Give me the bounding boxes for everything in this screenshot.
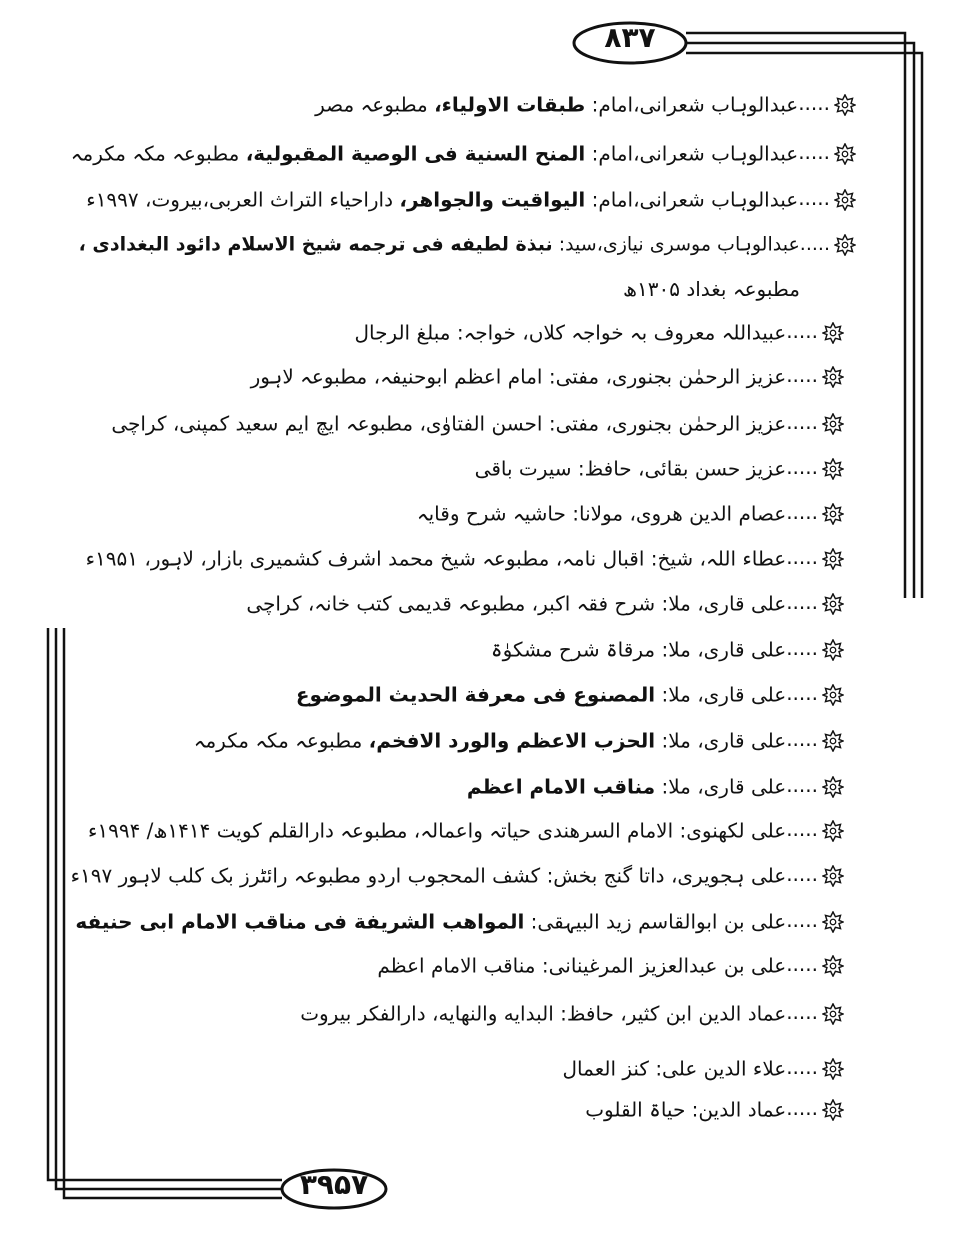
- list-item: .....عبدالوہاب موسری نیازی،سید: نبذة لطیفه فی ترجمه شیخ الاسلام دائود البغدادی ،: [79, 229, 856, 259]
- flower-icon: [822, 1003, 844, 1025]
- list-item: .....عماد الدین ابن کثیر، حافظ: البدایه والنهایه، دارالفکر بیروت: [300, 997, 844, 1027]
- flower-icon: [822, 820, 844, 842]
- book-title: حاشیہ شرح وقایہ: [416, 501, 566, 526]
- flower-icon: [834, 143, 856, 165]
- list-item: .....عبیداللہ معروف بہ خواجہ کلاں، خواجہ: مبلغ الرجال: [354, 316, 844, 346]
- publisher: مطبوعہ مصر: [315, 92, 428, 117]
- list-item: .....عزیز الرحمٰن بجنوری، مفتی: امام اعظم ابوحنیفہ، مطبوعہ لاہور: [251, 360, 844, 390]
- author: عبدالوہاب شعرانی،امام:: [591, 141, 799, 166]
- flower-icon: [822, 730, 844, 752]
- list-item: .....علی لکھنوی: الامام السرھندی حیاتہ واعمالہ، مطبوعہ دارالقلم کویت ۱۴۱۴ھ/ ۱۹۹۴ء: [88, 814, 844, 844]
- list-item: .....علی قاری، ملا: شرح فقہ اکبر، مطبوعہ قدیمی کتب خانہ، کراچی: [246, 587, 844, 617]
- author: علی ہجویری، داتا گنج بخش:: [546, 863, 787, 888]
- book-title: مرقاۃ شرح مشکوٰۃ: [490, 637, 656, 662]
- flower-icon: [822, 911, 844, 933]
- flower-icon: [822, 639, 844, 661]
- list-item: .....علی قاری، ملا: الحزب الاعظم والورد الافخم، مطبوعہ مکہ مکرمہ: [194, 724, 844, 754]
- author: عبدالوہاب شعرانی،امام:: [591, 187, 799, 212]
- flower-icon: [822, 684, 844, 706]
- list-item: .....عماد الدین: حیاۃ القلوب: [585, 1093, 844, 1123]
- book-title: مناقب الامام اعظم: [377, 953, 536, 978]
- publisher: داراحیاء التراث العربی،بیروت، ۱۹۹۷ء: [86, 187, 394, 212]
- author: علی قاری، ملا:: [661, 728, 787, 753]
- publisher: مطبوعہ دارالقلم کویت ۱۴۱۴ھ/ ۱۹۹۴ء: [87, 818, 408, 843]
- entry-continuation: مطبوعہ بغداد ۱۳۰۵ھ: [623, 277, 800, 301]
- author: علی بن عبدالعزیز المرغینانی:: [541, 953, 787, 978]
- list-item: .....علی قاری، ملا: مرقاۃ شرح مشکوٰۃ: [491, 633, 844, 663]
- author: علاء الدین علی:: [655, 1056, 787, 1081]
- book-title: الحزب الاعظم والورد الافخم،: [368, 728, 656, 753]
- book-title: طبقات الاولیاء،: [434, 92, 586, 117]
- author: عبدالوہاب شعرانی،امام:: [591, 92, 799, 117]
- author: عزیز الرحمٰن بجنوری، مفتی:: [548, 411, 787, 436]
- book-title: الامام السرھندی حیاتہ واعمالہ،: [413, 818, 674, 843]
- author: علی قاری، ملا:: [661, 591, 787, 616]
- publisher: مطبوعہ رائٹرز بک کلب لاہور ۱۹۷ء: [70, 863, 362, 888]
- flower-icon: [822, 865, 844, 887]
- author: علی لکھنوی:: [679, 818, 787, 843]
- list-item: .....عبدالوہاب شعرانی،امام: طبقات الاولیاء، مطبوعہ مصر: [315, 88, 856, 118]
- book-title: حیاۃ القلوب: [585, 1097, 686, 1122]
- publisher: مطبوعہ شیخ محمد اشرف کشمیری بازار، لاہور، ۱۹۵۱ء: [85, 546, 550, 571]
- publisher: دارالفکر بیروت: [300, 1001, 426, 1026]
- list-item: .....علی ہجویری، داتا گنج بخش: کشف المحجوب اردو مطبوعہ رائٹرز بک کلب لاہور ۱۹۷ء: [71, 859, 844, 889]
- list-item: .....عطاء اللہ، شیخ: اقبال نامہ، مطبوعہ شیخ محمد اشرف کشمیری بازار، لاہور، ۱۹۵۱ء: [86, 542, 844, 572]
- book-title: الیواقیت والجواھر،: [399, 187, 586, 212]
- page-number-top: ۸۳۷: [604, 21, 656, 54]
- book-title: کنز العمال: [562, 1056, 649, 1081]
- page-number-bottom: ۳۹۵۷: [299, 1168, 369, 1201]
- author: علی قاری، ملا:: [661, 637, 787, 662]
- book-title: کشف المحجوب اردو: [367, 863, 541, 888]
- flower-icon: [822, 776, 844, 798]
- list-item: .....علاء الدین علی: کنز العمال: [563, 1052, 844, 1082]
- book-title: احسن الفتاوٰی،: [419, 411, 543, 436]
- book-title: مناقب الامام اعظم: [466, 774, 656, 799]
- flower-icon: [822, 458, 844, 480]
- book-title: مبلغ الرجال: [354, 320, 451, 345]
- flower-icon: [822, 322, 844, 344]
- flower-icon: [822, 366, 844, 388]
- author: علی قاری، ملا:: [661, 682, 787, 707]
- flower-icon: [834, 94, 856, 116]
- flower-icon: [834, 189, 856, 211]
- author: عزیز الرحمٰن بجنوری، مفتی:: [548, 364, 787, 389]
- publisher: مطبوعہ لاہور: [250, 364, 368, 389]
- author: عطاء اللہ، شیخ:: [650, 546, 787, 571]
- author: عزیز حسن بقائی، حافظ:: [577, 456, 787, 481]
- list-item: .....عبدالوہاب شعرانی،امام: المنح السنیة فی الوصیة المقبولیة، مطبوعہ مکہ مکرمہ: [71, 137, 856, 167]
- book-title: المصنوع فی معرفة الحدیث الموضوع: [295, 682, 656, 707]
- list-item: .....عصام الدین ھروی، مولانا: حاشیہ شرح وقایہ: [417, 497, 844, 527]
- author: علی بن ابوالقاسم زید البیہقی:: [530, 909, 787, 934]
- list-item: .....علی بن عبدالعزیز المرغینانی: مناقب الامام اعظم: [377, 949, 844, 979]
- book-title: المواھب الشریفة فی مناقب الامام ابی حنیفه: [75, 909, 525, 934]
- flower-icon: [822, 955, 844, 977]
- book-title: اقبال نامہ،: [555, 546, 645, 571]
- publisher: مطبوعہ مکہ مکرمہ: [70, 141, 240, 166]
- list-item: .....عبدالوہاب شعرانی،امام: الیواقیت والجواھر، داراحیاء التراث العربی،بیروت، ۱۹۹۷ء: [86, 183, 856, 213]
- flower-icon: [822, 593, 844, 615]
- author: عبدالوہاب موسری نیازی،سید:: [558, 233, 800, 256]
- book-title: المنح السنیة فی الوصیة المقبولیة،: [245, 141, 586, 166]
- publisher: مطبوعہ قدیمی کتب خانہ، کراچی: [246, 591, 526, 616]
- list-item: .....علی قاری، ملا: مناقب الامام اعظم: [467, 770, 844, 800]
- book-title: امام اعظم ابوحنیفہ،: [373, 364, 543, 389]
- list-item: .....علی قاری، ملا: المصنوع فی معرفة الحدیث الموضوع: [296, 678, 844, 708]
- book-title: البدایه والنهایه،: [432, 1001, 554, 1026]
- list-item: .....عزیز الرحمٰن بجنوری، مفتی: احسن الفتاوٰی، مطبوعہ ایچ ایم سعید کمپنی، کراچی: [111, 407, 844, 437]
- author: عماد الدین ابن کثیر، حافظ:: [560, 1001, 787, 1026]
- publisher: مطبوعہ مکہ مکرمہ: [193, 728, 363, 753]
- list-item: .....علی بن ابوالقاسم زید البیہقی: المواھب الشریفة فی مناقب الامام ابی حنیفه: [75, 905, 844, 935]
- flower-icon: [822, 548, 844, 570]
- flower-icon: [822, 1058, 844, 1080]
- flower-icon: [822, 503, 844, 525]
- flower-icon: [822, 413, 844, 435]
- flower-icon: [834, 234, 856, 256]
- book-title: سیرت باقی: [474, 456, 572, 481]
- flower-icon: [822, 1099, 844, 1121]
- author: عبیداللہ معروف بہ خواجہ کلاں، خواجہ:: [456, 320, 787, 345]
- list-item: .....عزیز حسن بقائی، حافظ: سیرت باقی: [475, 452, 844, 482]
- author: عماد الدین:: [691, 1097, 787, 1122]
- author: علی قاری، ملا:: [661, 774, 787, 799]
- author: عصام الدین ھروی، مولانا:: [572, 501, 787, 526]
- publisher: مطبوعہ ایچ ایم سعید کمپنی، کراچی: [111, 411, 414, 436]
- book-title: نبذة لطیفه فی ترجمه شیخ الاسلام دائود البغدادی ،: [78, 233, 553, 256]
- book-title: شرح فقہ اکبر،: [531, 591, 656, 616]
